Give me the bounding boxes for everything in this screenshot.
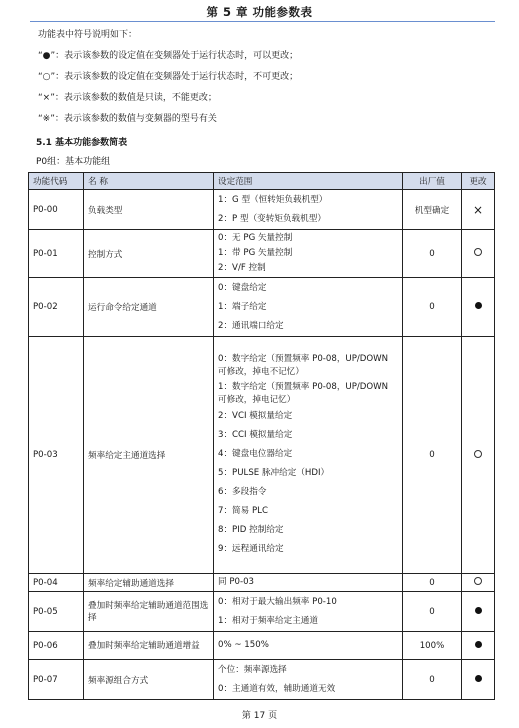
range-option: 1：端子给定 — [218, 301, 267, 312]
param-range — [214, 278, 403, 337]
range-option: 1：相对于频率给定主通道 — [218, 615, 318, 626]
range-option: 2：VCI 模拟量给定 — [218, 411, 293, 421]
change-readonly-cell — [462, 190, 495, 230]
param-default: 0 — [403, 660, 462, 700]
table-row — [29, 230, 495, 278]
param-default: 0 — [403, 574, 462, 592]
range-option: 9：远程通讯给定 — [218, 544, 284, 554]
open-circle-icon — [474, 577, 482, 585]
change-running-cell — [462, 660, 495, 700]
header-code: 功能代码 — [29, 173, 84, 190]
range-option: 2：P 型（变转矩负载机型） — [218, 213, 326, 224]
param-range — [214, 632, 403, 660]
param-name: 频率源组合方式 — [84, 660, 214, 700]
title-divider — [30, 21, 495, 22]
param-code: P0-01 — [29, 230, 84, 278]
range-option: 个位：频率源选择 — [218, 664, 287, 675]
param-name: 频率给定主通道选择 — [84, 337, 214, 574]
range-option: 1：G 型（恒转矩负载机型） — [218, 194, 328, 205]
change-running-cell — [462, 632, 495, 660]
table-row — [29, 592, 495, 632]
table-row — [29, 660, 495, 700]
range-option: 5：PULSE 脉冲给定（HDI） — [218, 468, 330, 478]
param-code: P0-04 — [29, 574, 84, 592]
header-change: 更改 — [462, 173, 495, 190]
param-default: 0 — [403, 278, 462, 337]
change-stopped-cell — [462, 574, 495, 592]
range-option: 2：V/F 控制 — [218, 263, 266, 273]
param-name: 运行命令给定通道 — [84, 278, 214, 337]
param-name: 叠加时频率给定辅助通道范围选择 — [84, 592, 214, 632]
param-range — [214, 190, 403, 230]
param-name: 叠加时频率给定辅助通道增益 — [84, 632, 214, 660]
param-code: P0-06 — [29, 632, 84, 660]
legend-item-readonly: “×”：表示该参数的数值是只读，不能更改； — [38, 93, 217, 103]
param-name: 控制方式 — [84, 230, 214, 278]
param-range — [214, 660, 403, 700]
table-row — [29, 337, 495, 574]
param-range — [214, 592, 403, 632]
legend-item-model-dependent: “※”：表示该参数的数值与变频器的型号有关 — [38, 114, 217, 124]
range-option: 7：简易 PLC — [218, 506, 268, 516]
table-row — [29, 632, 495, 660]
legend-item-stopped-editable: “○”：表示该参数的设定值在变频器处于运行状态时，不可更改； — [38, 72, 299, 82]
param-default: 0 — [403, 592, 462, 632]
table-row — [29, 278, 495, 337]
param-name: 负载类型 — [84, 190, 214, 230]
change-running-cell — [462, 278, 495, 337]
range-option: 8：PID 控制给定 — [218, 525, 284, 535]
range-option: 0：键盘给定 — [218, 282, 267, 293]
param-code: P0-05 — [29, 592, 84, 632]
open-circle-icon — [474, 450, 482, 458]
change-running-cell — [462, 592, 495, 632]
header-name: 名 称 — [84, 173, 214, 190]
param-default: 机型确定 — [403, 190, 462, 230]
legend-item-running-editable: “●”：表示该参数的设定值在变频器处于运行状态时，可以更改； — [38, 51, 299, 61]
change-stopped-cell — [462, 337, 495, 574]
param-range — [214, 337, 403, 574]
parameter-table — [28, 172, 495, 700]
header-range: 设定范围 — [214, 173, 403, 190]
range-option: 3：CCI 模拟量给定 — [218, 430, 293, 440]
param-name: 频率给定辅助通道选择 — [84, 574, 214, 592]
range-option: 1：数字给定（预置频率 P0-08，UP/DOWN — [218, 382, 389, 392]
legend-intro: 功能表中符号说明如下： — [38, 30, 138, 40]
range-option: 0：无 PG 矢量控制 — [218, 233, 293, 243]
header-default: 出厂值 — [403, 173, 462, 190]
table-header-row — [29, 173, 495, 190]
table-row — [29, 190, 495, 230]
range-option: 0：相对于最大输出频率 P0-10 — [218, 596, 337, 607]
filled-dot-icon — [475, 641, 482, 648]
range-option: 2：通讯端口给定 — [218, 320, 284, 331]
change-stopped-cell — [462, 230, 495, 278]
range-option: 6：多段指令 — [218, 487, 267, 497]
section-title: 5.1 基本功能参数简表 — [36, 138, 128, 148]
param-range — [214, 574, 403, 592]
param-default: 0 — [403, 337, 462, 574]
filled-dot-icon — [475, 607, 482, 614]
range-option: 可修改，掉电记忆） — [218, 395, 296, 405]
range-option: 同 P0-03 — [218, 577, 255, 587]
range-option: 可修改，掉电不记忆） — [218, 367, 304, 377]
page-number: 第 17 页 — [241, 711, 278, 721]
param-code: P0-00 — [29, 190, 84, 230]
param-default: 0 — [403, 230, 462, 278]
group-title: P0组：基本功能组 — [36, 157, 111, 167]
open-circle-icon — [474, 248, 482, 256]
param-range — [214, 230, 403, 278]
param-code: P0-03 — [29, 337, 84, 574]
chapter-title: 第 5 章 功能参数表 — [206, 5, 313, 19]
readonly-cross-icon: × — [472, 202, 484, 217]
range-option: 0：主通道有效，辅助通道无效 — [218, 683, 336, 694]
filled-dot-icon — [475, 675, 482, 682]
range-option: 1：带 PG 矢量控制 — [218, 248, 293, 258]
range-option: 0% ~ 150% — [218, 640, 269, 650]
param-code: P0-02 — [29, 278, 84, 337]
param-default: 100% — [403, 632, 462, 660]
range-option: 0：数字给定（预置频率 P0-08，UP/DOWN — [218, 354, 389, 364]
param-code: P0-07 — [29, 660, 84, 700]
table-row — [29, 574, 495, 592]
filled-dot-icon — [475, 302, 482, 309]
range-option: 4：键盘电位器给定 — [218, 449, 293, 459]
